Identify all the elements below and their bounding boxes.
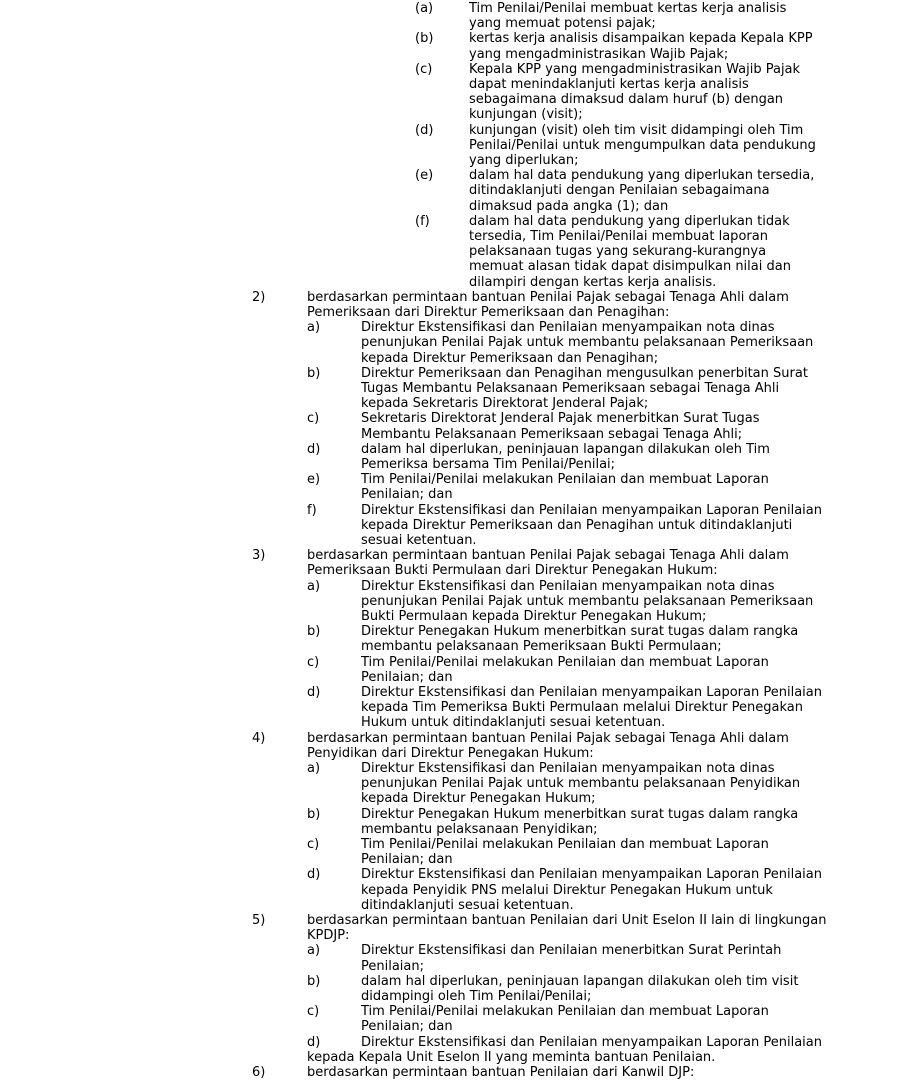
top-list-item-label: (f)	[415, 213, 430, 229]
sub-item-label: b)	[307, 365, 321, 381]
sub-item-label: c)	[307, 654, 320, 670]
numbered-item-label: 6)	[252, 1065, 266, 1080]
sub-item-text: Direktur Ekstensifikasi dan Penilaian menyampaikan nota dinas penunjukan Penilai Pajak untuk membantu pelaksanaan Penyidikan kepada Direktur Penegakan Hukum;	[361, 761, 801, 807]
sub-item-text: dalam hal diperlukan, peninjauan lapangan dilakukan oleh tim visit didampingi oleh Tim Penilai/Penilai;	[361, 973, 799, 1004]
numbered-item-label: 2)	[252, 289, 266, 305]
top-list-item-text: Kepala KPP yang mengadministrasikan Wajib Pajak dapat menindaklanjuti kertas kerja analisis sebagaimana dimaksud dalam huruf (b) dengan kunjungan (visit);	[469, 61, 801, 123]
item-tail-text: kepada Kepala Unit Eselon II yang meminta bantuan Penilaian.	[307, 1049, 716, 1065]
sub-item-label: d)	[307, 867, 321, 883]
top-list-item-text: kunjungan (visit) oleh tim visit didampingi oleh Tim Penilai/Penilai untuk mengumpulkan data pendukung yang diperlukan;	[469, 122, 816, 168]
top-list-item-text: Tim Penilai/Penilai membuat kertas kerja analisis yang memuat potensi pajak;	[469, 1, 787, 32]
sub-item-label: d)	[307, 441, 321, 457]
sub-item-label: d)	[307, 1034, 321, 1050]
sub-item-text: Direktur Ekstensifikasi dan Penilaian menerbitkan Surat Perintah Penilaian;	[361, 943, 782, 974]
top-list-item-label: (d)	[415, 122, 434, 138]
sub-item-text: Tim Penilai/Penilai melakukan Penilaian dan membuat Laporan Penilaian; dan	[361, 472, 769, 503]
numbered-item-label: 3)	[252, 548, 266, 564]
numbered-item-text: berdasarkan permintaan bantuan Penilaian dari Kanwil DJP:	[307, 1065, 695, 1080]
numbered-item-text: berdasarkan permintaan bantuan Penilaian dari Unit Eselon II lain di lingkungan KPDJP:	[307, 913, 827, 944]
top-list-item-label: (b)	[415, 31, 434, 47]
sub-item-text: dalam hal diperlukan, peninjauan lapangan dilakukan oleh Tim Pemeriksa bersama Tim Penilai/Penilai;	[361, 441, 770, 472]
sub-item-label: c)	[307, 1004, 320, 1020]
top-list-item-text: dalam hal data pendukung yang diperlukan tidak tersedia, Tim Penilai/Penilai membuat laporan pelaksanaan tugas yang sekurang-kurangnya memuat alasan tidak dapat disimpulkan nilai dan dilampiri dengan kertas kerja analisis.	[469, 213, 791, 290]
top-list-item-text: dalam hal data pendukung yang diperlukan tersedia, ditindaklanjuti dengan Penilaian sebagaimana dimaksud pada angka (1); dan	[469, 168, 815, 214]
sub-item-text: Tim Penilai/Penilai melakukan Penilaian dan membuat Laporan Penilaian; dan	[361, 654, 769, 685]
sub-item-text: Direktur Pemeriksaan dan Penagihan mengusulkan penerbitan Surat Tugas Membantu Pelaksanaan Pemeriksaan sebagai Tenaga Ahli kepada Sekretaris Direktorat Jenderal Pajak;	[361, 365, 808, 412]
sub-item-text: Direktur Ekstensifikasi dan Penilaian menyampaikan Laporan Penilaian	[361, 1034, 822, 1050]
sub-item-label: c)	[307, 837, 320, 852]
top-list-item-label: (e)	[415, 168, 434, 184]
sub-item-text: Direktur Penegakan Hukum menerbitkan surat tugas dalam rangka membantu pelaksanaan Penyidikan;	[361, 806, 799, 837]
sub-item-label: b)	[307, 624, 321, 640]
sub-item-label: a)	[307, 578, 321, 594]
sub-item-text: Tim Penilai/Penilai melakukan Penilaian dan membuat Laporan Penilaian; dan	[361, 837, 769, 868]
sub-item-text: Direktur Ekstensifikasi dan Penilaian menyampaikan Laporan Penilaian kepada Penyidik PNS melalui Direktur Penegakan Hukum untuk ditindaklanjuti sesuai ketentuan.	[361, 867, 822, 913]
top-list-item-label: (a)	[415, 1, 434, 16]
sub-item-text: Sekretaris Direktorat Jenderal Pajak menerbitkan Surat Tugas Membantu Pelaksanaan Pemeriksaan sebagai Tenaga Ahli;	[361, 411, 760, 442]
sub-item-text: Direktur Ekstensifikasi dan Penilaian menyampaikan Laporan Penilaian kepada Direktur Pemeriksaan dan Penagihan untuk ditindaklanjuti sesuai ketentuan.	[361, 502, 822, 548]
top-list-item-text: kertas kerja analisis disampaikan kepada Kepala KPP yang mengadministrasikan Wajib Pajak;	[469, 31, 813, 62]
sub-item-label: a)	[307, 761, 321, 776]
sub-item-label: a)	[307, 943, 321, 959]
sub-item-label: f)	[307, 502, 317, 518]
sub-item-text: Direktur Penegakan Hukum menerbitkan surat tugas dalam rangka membantu pelaksanaan Pemeriksaan Bukti Permulaan;	[361, 624, 799, 655]
top-list-item-label: (c)	[415, 61, 433, 77]
numbered-item-text: berdasarkan permintaan bantuan Penilai Pajak sebagai Tenaga Ahli dalam Pemeriksaan dari Direktur Pemeriksaan dan Penagihan:	[307, 289, 789, 320]
sub-item-label: e)	[307, 472, 321, 488]
sub-item-label: a)	[307, 320, 321, 336]
sub-item-text: Direktur Ekstensifikasi dan Penilaian menyampaikan nota dinas penunjukan Penilai Pajak untuk membantu pelaksanaan Pemeriksaan kepada Direktur Pemeriksaan dan Penagihan;	[361, 320, 814, 366]
numbered-item-label: 4)	[252, 730, 266, 746]
sub-item-label: c)	[307, 411, 320, 427]
sub-item-label: b)	[307, 973, 321, 989]
numbered-item-label: 5)	[252, 913, 266, 928]
sub-item-label: d)	[307, 685, 321, 700]
numbered-item-text: berdasarkan permintaan bantuan Penilai Pajak sebagai Tenaga Ahli dalam Pemeriksaan Bukti Permulaan dari Direktur Penegakan Hukum:	[307, 548, 789, 579]
sub-item-text: Direktur Ekstensifikasi dan Penilaian menyampaikan Laporan Penilaian kepada Tim Pemeriksa Bukti Permulaan melalui Direktur Penegakan Hukum untuk ditindaklanjuti sesuai ketentuan.	[361, 685, 822, 731]
numbered-item-text: berdasarkan permintaan bantuan Penilai Pajak sebagai Tenaga Ahli dalam Penyidikan dari Direktur Penegakan Hukum:	[307, 730, 789, 761]
sub-item-text: Tim Penilai/Penilai melakukan Penilaian dan membuat Laporan Penilaian; dan	[361, 1004, 769, 1035]
sub-item-text: Direktur Ekstensifikasi dan Penilaian menyampaikan nota dinas penunjukan Penilai Pajak untuk membantu pelaksanaan Pemeriksaan Bukti Permulaan kepada Direktur Penegakan Hukum;	[361, 578, 814, 624]
sub-item-label: b)	[307, 806, 321, 822]
